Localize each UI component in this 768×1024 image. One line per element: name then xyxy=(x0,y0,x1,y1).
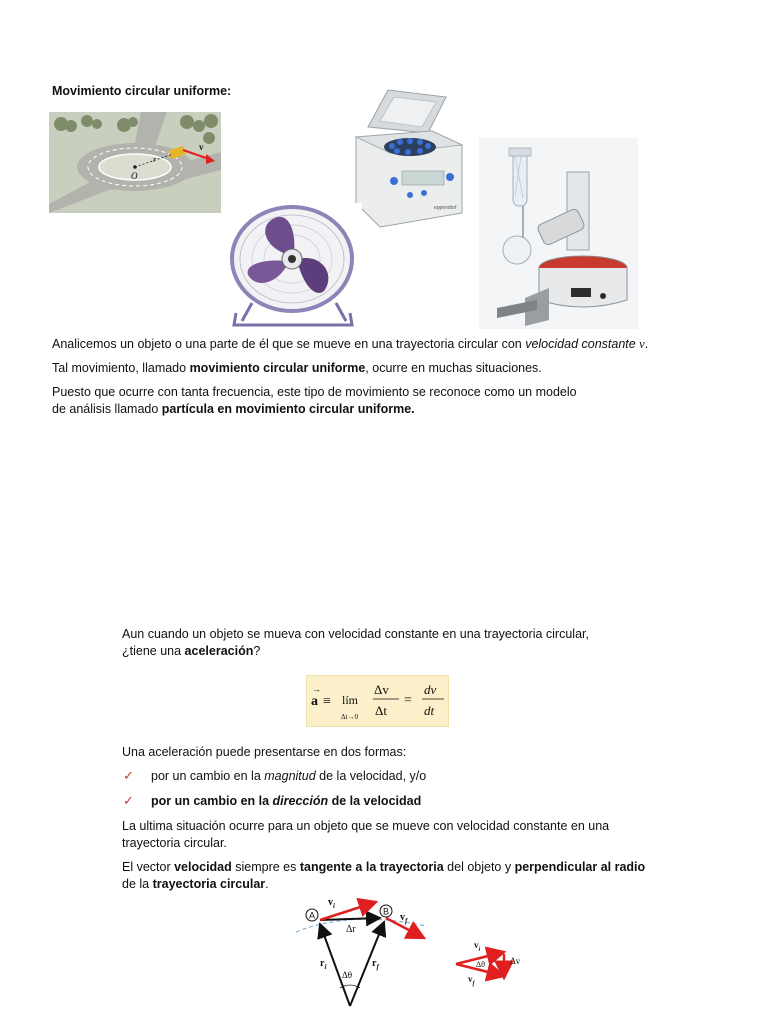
vf-label: v xyxy=(400,912,405,923)
roundabout-center-label: O xyxy=(131,171,138,181)
tri-vi-sub: i xyxy=(478,947,481,953)
question-bold: aceleración xyxy=(184,644,254,658)
vec-bold1: velocidad xyxy=(174,860,232,874)
svg-text:ri xyxy=(320,958,326,971)
ri-label: r xyxy=(320,958,325,969)
formula-lim-sub: Δt→0 xyxy=(341,713,358,721)
check-icon: ✓ xyxy=(123,768,134,783)
svg-text:vf xyxy=(400,912,408,925)
formula-num1: Δv xyxy=(374,682,389,697)
item1-text: por un cambio en la xyxy=(151,769,265,783)
tri-vf-label: v xyxy=(468,974,473,984)
roundabout-image xyxy=(49,112,221,213)
p3-bold: partícula en movimiento circular uniforme. xyxy=(161,402,415,416)
question-line1: Aun cuando un objeto se mueva con velocidad constante en una trayectoria circular, xyxy=(122,627,589,641)
acceleration-forms-list xyxy=(122,768,682,818)
dtheta-label: Δθ xyxy=(342,970,353,980)
paragraph-velocity xyxy=(52,336,652,353)
formula-equiv: ≡ xyxy=(323,694,331,709)
ri-sub: i xyxy=(324,963,327,971)
p3-line2: de análisis llamado xyxy=(52,402,162,416)
point-b-label: B xyxy=(382,906,390,917)
formula-lim: lím xyxy=(342,693,359,707)
velocity-vector-diagram xyxy=(290,896,540,1014)
list-item xyxy=(122,793,682,818)
svg-text:vi xyxy=(328,897,335,910)
p2-end: , ocurre en muchas situaciones. xyxy=(365,361,542,375)
tri-vf-sub: f xyxy=(472,981,475,987)
p2-text: Tal movimiento, llamado xyxy=(52,361,190,375)
rf-sub: f xyxy=(376,963,379,971)
text-block-forms xyxy=(122,744,682,893)
formula-den2: dt xyxy=(424,703,435,718)
fan-image xyxy=(224,203,362,328)
item2-italic: dirección xyxy=(272,794,329,808)
text-block-intro xyxy=(52,336,652,418)
formula-num2: dv xyxy=(424,682,437,697)
item1-italic: magnitud xyxy=(264,769,316,783)
svg-text:→: → xyxy=(312,684,321,694)
check-icon: ✓ xyxy=(123,793,134,808)
p3-line1: Puesto que ocurre con tanta frecuencia, este tipo de movimiento se reconoce como un modelo xyxy=(52,385,577,399)
vec-line2-bold: trayectoria circular xyxy=(152,877,266,891)
section-title: Movimiento circular uniforme: xyxy=(52,84,232,98)
vec-text3: del objeto y xyxy=(443,860,515,874)
list-item xyxy=(122,768,682,793)
vec-text2: siempre es xyxy=(231,860,300,874)
formula-eq: = xyxy=(404,693,412,708)
svg-text:rf xyxy=(372,958,379,971)
p1-end: . xyxy=(644,337,649,351)
p1-italic: velocidad constante xyxy=(525,337,640,351)
vec-text1: El vector xyxy=(122,860,175,874)
acceleration-formula xyxy=(306,675,449,727)
forms-intro: Una aceleración puede presentarse en dos formas: xyxy=(122,745,407,759)
item2-text: por un cambio en la xyxy=(151,794,273,808)
svg-text:vi xyxy=(474,940,481,953)
point-a-label: A xyxy=(308,910,316,921)
vi-sub: i xyxy=(333,902,335,910)
centrifuge-image xyxy=(350,85,465,231)
roundabout-radius-label: r xyxy=(153,155,157,164)
paragraph-uniform xyxy=(52,360,652,377)
vf-sub: f xyxy=(405,917,408,925)
tri-dtheta-label: Δθ xyxy=(476,960,485,969)
item1-end: de la velocidad, y/o xyxy=(315,769,427,783)
p1-symbol: v xyxy=(639,337,645,351)
tri-vi-label: v xyxy=(474,940,479,950)
p1-text: Analicemos un objeto o una parte de él que se mueve en una trayectoria circular con xyxy=(52,337,526,351)
vec-bold2: tangente a la trayectoria xyxy=(299,860,444,874)
last-line1: La ultima situación ocurre para un objeto que se mueve con velocidad constante en una xyxy=(122,819,610,833)
paragraph-model xyxy=(52,384,652,418)
rf-label: r xyxy=(372,958,377,969)
formula-den1: Δt xyxy=(375,703,387,718)
paragraph-velocity-vector xyxy=(122,859,682,893)
paragraph-last-situation xyxy=(122,818,682,852)
last-line2: trayectoria circular. xyxy=(122,836,227,850)
vec-bold3: perpendicular al radio xyxy=(514,860,646,874)
vec-line2-end: . xyxy=(265,877,269,891)
question-line2: ¿tiene una xyxy=(122,644,185,658)
formula-lhs: a xyxy=(311,694,318,709)
roundabout-velocity-label: v xyxy=(199,142,204,152)
tri-dv-label: Δv xyxy=(510,956,521,966)
item2-end: de la velocidad xyxy=(328,794,422,808)
question-end: ? xyxy=(253,644,261,658)
vec-line2: de la xyxy=(122,877,153,891)
centrifuge-brand: eppendorf xyxy=(434,205,457,211)
p2-bold: movimiento circular uniforme xyxy=(189,361,366,375)
svg-text:vf xyxy=(468,974,476,987)
vi-label: v xyxy=(328,897,333,908)
rotary-evaporator-image xyxy=(479,138,638,329)
question-acceleration xyxy=(122,626,682,660)
delta-r-label: Δr xyxy=(346,924,356,935)
